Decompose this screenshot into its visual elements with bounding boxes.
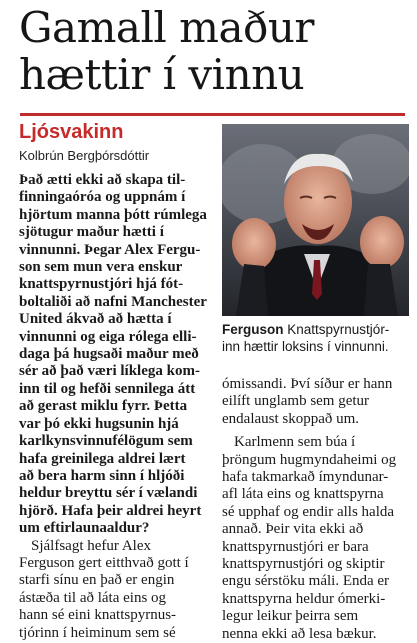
text-line: karlkynsvinnufélögum sem [19, 433, 193, 450]
text-line: knattspyrna heldur ómerki- [222, 590, 386, 607]
text-line: að bera harm sinn í hljóði [19, 467, 185, 484]
text-line: heldur breyttu sér í vælandi [19, 485, 198, 502]
text-line: son sem mun vera enskur [19, 259, 183, 276]
text-line: sér að það væri líklega kom- [19, 363, 200, 380]
portrait-image [222, 124, 409, 316]
headline [19, 4, 411, 98]
headline-line: hættir í vinnu [19, 50, 305, 99]
text-line: sé upphaf og endir alls halda [222, 503, 395, 520]
text-line: nenna ekki að lesa bækur. [222, 625, 377, 642]
text-line: að gerast miklu fyrr. Þetta [19, 398, 188, 415]
text-line: legur leikur þeirra sem [222, 608, 359, 625]
column-name: Ljósvakinn [19, 121, 124, 143]
text-line: Karlmenn sem búa í [234, 434, 356, 451]
text-line: Ferguson gert eitthvað gott í [19, 554, 189, 571]
text-line: daga þá hugsaði maður með [19, 346, 199, 363]
text-line: hafa greinilega aldrei lært [19, 450, 186, 467]
text-line: afl láta eins og knattspyrna [222, 486, 384, 503]
accent-rule [20, 113, 405, 116]
author-byline: Kolbrún Bergþórsdóttir [19, 148, 150, 163]
text-line: inn til og hefði sennilega átt [19, 380, 196, 397]
lead-paragraph [19, 172, 217, 538]
body-paragraph [222, 376, 408, 428]
text-line: þröngum hugmyndaheimi og [222, 451, 397, 468]
body-paragraph [222, 434, 408, 643]
caption-text: inn hættir loksins í vinnunni. [222, 339, 389, 354]
text-line: hann sé eini knattspyrnus- [19, 607, 177, 624]
text-line: boltaliði að nafni Manchester [19, 293, 207, 310]
text-line: ástæða til að láta eins og [19, 589, 167, 606]
text-line: starfi sínu en það er engin [19, 572, 175, 589]
left-column [19, 172, 217, 642]
text-line: endalaust skoppað um. [222, 410, 360, 427]
text-line: knattspyrnustjóri er bara [222, 538, 369, 555]
text-line: tjórinn í heiminum sem sé [19, 624, 176, 641]
text-line: hjörð. Hafa þeir aldrei heyrt [19, 502, 202, 519]
text-line: finningaóróa og uppnám í [19, 189, 186, 206]
text-line: engu sérstöku máli. Enda er [222, 573, 390, 590]
caption-name: Ferguson [222, 322, 284, 337]
text-line: vinnunni og eiga rólega elli- [19, 328, 197, 345]
text-line: annað. Þeir vita ekki að [222, 521, 364, 538]
right-column [222, 376, 408, 643]
text-line: hjörtum manna þótt rúmlega [19, 206, 207, 223]
text-line: ómissandi. Því síður er hann [222, 376, 393, 392]
text-line: sjötugur maður hætti í [19, 224, 164, 241]
text-line: um eftirlaunaaldur? [19, 520, 150, 537]
text-line: eilíft unglamb sem getur [222, 393, 370, 410]
text-line: Það ætti ekki að skapa til- [19, 172, 186, 188]
text-line: knattspyrnustjóri og skiptir [222, 556, 385, 573]
text-line: vinnunni. Þegar Alex Fergu- [19, 241, 201, 258]
photo-caption [222, 321, 412, 355]
ferguson-photo [222, 124, 409, 316]
body-paragraph [19, 538, 217, 642]
caption-text: Knattspyrnustjór- [283, 322, 390, 337]
text-line: var þó ekki hugsunin hjá [19, 415, 179, 432]
headline-line: Gamall maður [19, 3, 314, 52]
text-line: knattspyrnustjóri hjá fót- [19, 276, 184, 293]
text-line: United ákvað að hætta í [19, 311, 172, 328]
text-line: hafa takmarkað ímyndunar- [222, 469, 389, 486]
text-line: Sjálfsagt hefur Alex [31, 537, 151, 554]
